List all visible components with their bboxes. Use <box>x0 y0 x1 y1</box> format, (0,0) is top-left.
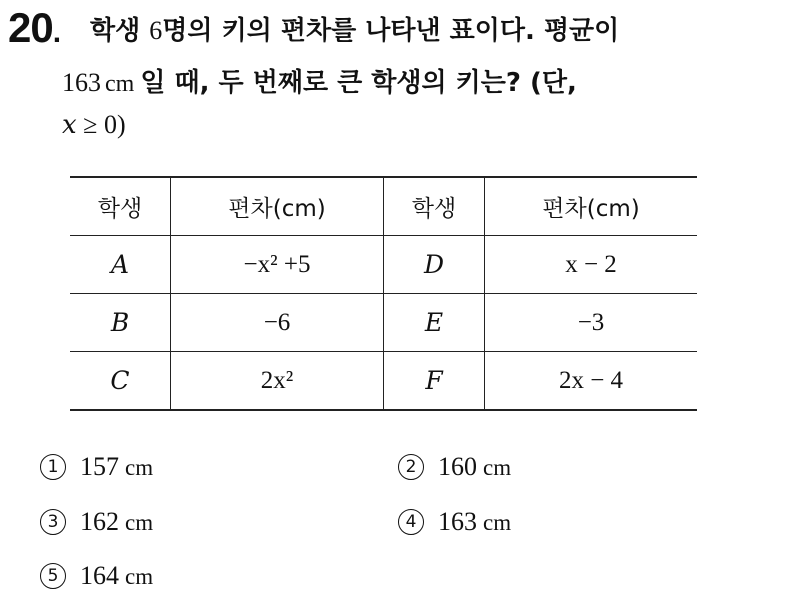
deviation-cell: x − 2 <box>485 236 698 294</box>
choice-3[interactable]: 3 162 cm <box>40 507 153 537</box>
table-header-cell: 학생 <box>384 177 485 236</box>
question-line-2: 163 cm 일 때, 두 번째로 큰 학생의 키는? (단, <box>62 68 577 98</box>
table-header-cell: 학생 <box>70 177 171 236</box>
choice-number-icon: 5 <box>40 563 66 589</box>
choice-2[interactable]: 2 160 cm <box>398 452 511 482</box>
deviation-cell: 2x² <box>171 352 384 411</box>
table-row <box>70 352 697 411</box>
table-header-row <box>70 177 697 236</box>
table-row <box>70 236 697 294</box>
question-number: 20. <box>8 4 61 51</box>
choice-number-icon: 2 <box>398 454 424 480</box>
student-cell: C <box>70 352 171 411</box>
student-cell: A <box>70 236 171 294</box>
student-cell: B <box>70 294 171 352</box>
choice-5[interactable]: 5 164 cm <box>40 561 153 591</box>
question-line-1: 학생 6명의 키의 편차를 나타낸 표이다. 평균이 <box>90 16 620 46</box>
student-cell: F <box>384 352 485 411</box>
question-line-3: x ≥ 0) <box>62 110 126 140</box>
choice-number-icon: 3 <box>40 509 66 535</box>
choice-4[interactable]: 4 163 cm <box>398 507 511 537</box>
choice-number-icon: 4 <box>398 509 424 535</box>
choice-number-icon: 1 <box>40 454 66 480</box>
table-row <box>70 294 697 352</box>
choice-1[interactable]: 1 157 cm <box>40 452 153 482</box>
table-header-cell: 편차(cm) <box>485 177 698 236</box>
deviation-cell: −3 <box>485 294 698 352</box>
student-cell: E <box>384 294 485 352</box>
deviation-table <box>70 176 697 411</box>
deviation-cell: −x² +5 <box>171 236 384 294</box>
table-header-cell: 편차(cm) <box>171 177 384 236</box>
deviation-cell: 2x − 4 <box>485 352 698 411</box>
deviation-cell: −6 <box>171 294 384 352</box>
student-cell: D <box>384 236 485 294</box>
